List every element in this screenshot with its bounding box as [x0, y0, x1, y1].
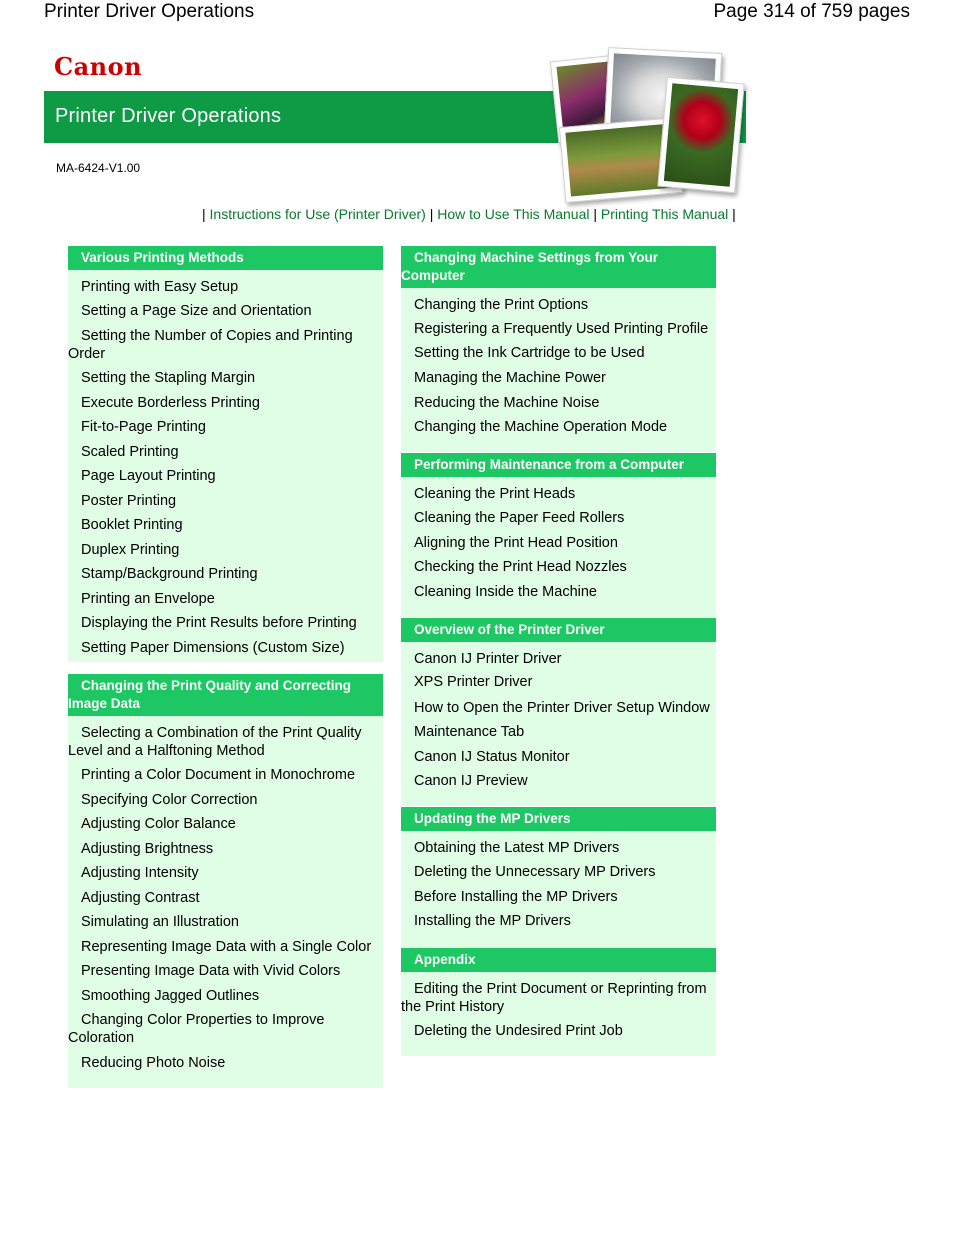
photo-collage — [548, 46, 748, 198]
section-header: Changing Machine Settings from Your Computer — [401, 246, 716, 288]
machine-settings-section — [401, 246, 716, 452]
list-item-link[interactable]: Managing the Machine Power — [414, 370, 606, 386]
list-item-link[interactable]: Changing the Machine Operation Mode — [414, 419, 668, 435]
list-item-link[interactable]: Specifying Color Correction — [81, 792, 258, 808]
print-quality-section — [68, 674, 383, 1088]
banner-title: Printer Driver Operations — [55, 105, 282, 127]
list-item-link[interactable]: Aligning the Print Head Position — [414, 535, 618, 551]
manual-id: MA-6424-V1.00 — [56, 161, 141, 175]
section-header: Various Printing Methods — [68, 246, 383, 270]
list-item-link[interactable]: Adjusting Brightness — [81, 841, 214, 857]
list-item-link[interactable]: Canon IJ Preview — [414, 773, 528, 789]
list-item-link[interactable]: Printing with Easy Setup — [81, 279, 239, 295]
list-item-link[interactable]: Reducing Photo Noise — [81, 1055, 226, 1071]
list-item-link[interactable]: Registering a Frequently Used Printing Profile — [414, 321, 709, 337]
list-item-link[interactable]: Changing Color Properties to Improve Coloration — [68, 1012, 325, 1046]
list-item-link[interactable]: Changing the Print Options — [414, 297, 589, 313]
maintenance-section — [401, 453, 716, 617]
list-item-link[interactable]: Adjusting Contrast — [81, 890, 200, 906]
rose-photo — [657, 77, 744, 193]
top-navigation: | Instructions for Use (Printer Driver) | How to Use This Manual | Printing This Manual | — [202, 206, 736, 222]
section-header: Performing Maintenance from a Computer — [401, 453, 716, 477]
list-item-link[interactable]: Setting the Stapling Margin — [81, 370, 256, 386]
list-item-link[interactable]: Printing an Envelope — [81, 591, 215, 607]
list-item-link[interactable]: XPS Printer Driver — [414, 674, 533, 690]
list-item-link[interactable]: Smoothing Jagged Outlines — [81, 988, 260, 1004]
page-number: Page 314 of 759 pages — [713, 1, 910, 22]
appendix-section — [401, 948, 716, 1056]
list-item-link[interactable]: Before Installing the MP Drivers — [414, 889, 618, 905]
list-item-link[interactable]: Cleaning the Paper Feed Rollers — [414, 510, 625, 526]
list-item-link[interactable]: Displaying the Print Results before Printing — [81, 615, 357, 631]
printer-driver-overview-section — [401, 618, 716, 806]
list-item-link[interactable]: Cleaning the Print Heads — [414, 486, 576, 502]
list-item-link[interactable]: Representing Image Data with a Single Color — [81, 939, 372, 955]
list-item-link[interactable]: Canon IJ Status Monitor — [414, 749, 570, 765]
various-printing-methods-section — [68, 246, 383, 662]
list-item-link[interactable]: Editing the Print Document or Reprinting from the Print History — [401, 981, 707, 1015]
instructions-link[interactable]: Instructions for Use (Printer Driver) — [209, 206, 426, 222]
list-item-link[interactable]: Presenting Image Data with Vivid Colors — [81, 963, 341, 979]
list-item-link[interactable]: Printing a Color Document in Monochrome — [81, 767, 356, 783]
list-item-link[interactable]: Selecting a Combination of the Print Quality Level and a Halftoning Method — [68, 725, 362, 759]
printing-manual-link[interactable]: Printing This Manual — [600, 206, 729, 222]
list-item-link[interactable]: Obtaining the Latest MP Drivers — [414, 840, 620, 856]
section-header: Appendix — [401, 948, 716, 972]
document-title: Printer Driver Operations — [44, 1, 255, 22]
list-item-link[interactable]: Scaled Printing — [81, 444, 179, 460]
list-item-link[interactable]: Installing the MP Drivers — [414, 913, 571, 929]
list-item-link[interactable]: Setting the Ink Cartridge to be Used — [414, 345, 645, 361]
section-header: Changing the Print Quality and Correcting Image Data — [68, 674, 383, 716]
list-item-link[interactable]: Booklet Printing — [81, 517, 183, 533]
list-item-link[interactable]: Setting a Page Size and Orientation — [81, 303, 312, 319]
list-item-link[interactable]: Simulating an Illustration — [81, 914, 239, 930]
list-item-link[interactable]: Fit-to-Page Printing — [81, 419, 206, 435]
list-item-link[interactable]: Stamp/Background Printing — [81, 566, 258, 582]
list-item-link[interactable]: Canon IJ Printer Driver — [414, 651, 562, 667]
list-item-link[interactable]: Setting the Number of Copies and Printing Order — [68, 328, 353, 362]
list-item-link[interactable]: How to Open the Printer Driver Setup Window — [414, 700, 710, 716]
list-item-link[interactable]: Duplex Printing — [81, 542, 180, 558]
list-item-link[interactable]: Cleaning Inside the Machine — [414, 584, 597, 600]
list-item-link[interactable]: Deleting the Unnecessary MP Drivers — [414, 864, 656, 880]
list-item-link[interactable]: Reducing the Machine Noise — [414, 395, 600, 411]
section-header: Overview of the Printer Driver — [401, 618, 716, 642]
list-item-link[interactable]: Adjusting Color Balance — [81, 816, 236, 832]
how-to-use-link[interactable]: How to Use This Manual — [437, 206, 590, 222]
list-item-link[interactable]: Adjusting Intensity — [81, 865, 199, 881]
updating-drivers-section — [401, 807, 716, 947]
canon-logo: Canon — [54, 52, 143, 81]
list-item-link[interactable]: Deleting the Undesired Print Job — [414, 1023, 623, 1039]
list-item-link[interactable]: Page Layout Printing — [81, 468, 216, 484]
section-header: Updating the MP Drivers — [401, 807, 716, 831]
list-item-link[interactable]: Checking the Print Head Nozzles — [414, 559, 627, 575]
list-item-link[interactable]: Poster Printing — [81, 493, 177, 509]
list-item-link[interactable]: Setting Paper Dimensions (Custom Size) — [81, 640, 345, 656]
list-item-link[interactable]: Maintenance Tab — [414, 724, 525, 740]
list-item-link[interactable]: Execute Borderless Printing — [81, 395, 260, 411]
